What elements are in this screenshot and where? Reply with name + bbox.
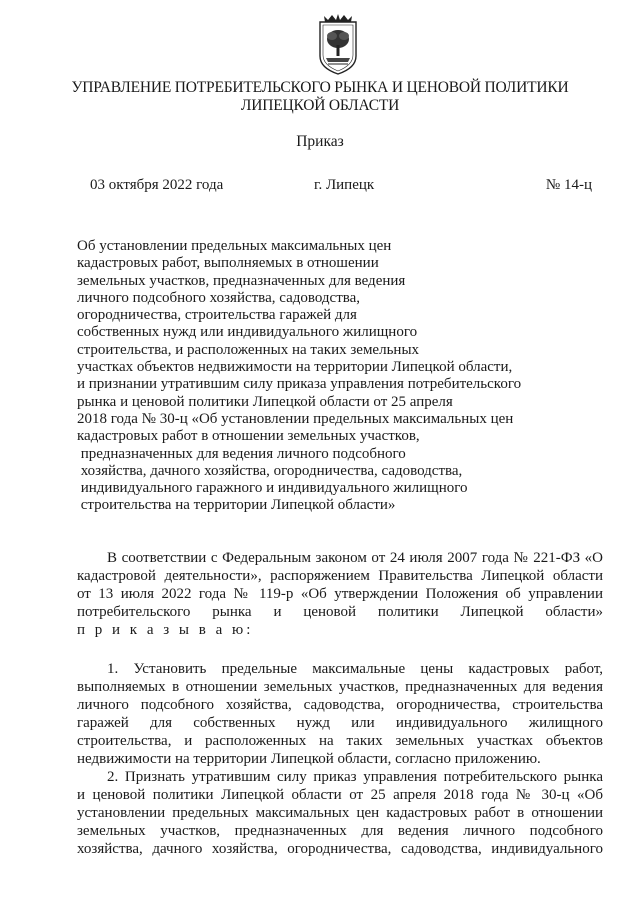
subject-line: собственных нужд или индивидуального жилищного bbox=[77, 324, 418, 341]
document-type: Приказ bbox=[296, 133, 344, 150]
item-line: недвижимости на территории Липецкой области, согласно приложению. bbox=[77, 751, 541, 767]
item-line: гаражей для собственных нужд или индивидуального жилищного bbox=[77, 715, 603, 731]
subject-line: хозяйства, дачного хозяйства, огородничества, садоводства, bbox=[77, 462, 463, 479]
subject-line: индивидуального гаражного и индивидуального жилищного bbox=[77, 480, 468, 497]
subject-line: земельных участков, предназначенных для ведения bbox=[77, 272, 406, 289]
order-item-1 bbox=[77, 660, 603, 768]
preamble bbox=[77, 549, 603, 639]
coat-of-arms-icon bbox=[316, 12, 360, 76]
item-line: 1. Установить предельные максимальные цены кадастровых работ, bbox=[107, 661, 603, 677]
preamble-line: от 13 июля 2022 года № 119-р «Об утверждении Положения об управлении bbox=[77, 586, 603, 602]
item-line: личного подсобного хозяйства, садоводства, огородничества, строительства bbox=[77, 697, 603, 713]
organization-header bbox=[0, 79, 640, 115]
subject-line: предназначенных для ведения личного подсобного bbox=[77, 445, 406, 462]
item-line: установлении предельных максимальных цен кадастровых работ в отношении bbox=[77, 805, 603, 821]
preamble-line: В соответствии с Федеральным законом от 24 июля 2007 года № 221-ФЗ «О bbox=[107, 550, 603, 566]
item-line: 2. Признать утратившим силу приказ управления потребительского рынка bbox=[107, 769, 603, 785]
subject-line: рынка и ценовой политики Липецкой области от 25 апреля bbox=[77, 393, 453, 410]
organization-name-line2: ЛИПЕЦКОЙ ОБЛАСТИ bbox=[240, 97, 400, 114]
order-date: 03 октября 2022 года bbox=[90, 177, 224, 193]
order-item-2 bbox=[77, 768, 603, 858]
subject-line: строительства, и расположенных на таких земельных bbox=[77, 341, 420, 358]
subject-line: 2018 года № 30-ц «Об установлении предельных максимальных цен bbox=[77, 410, 514, 427]
item-line: и ценовой политики Липецкой области от 25 апреля 2018 года № 30-ц «Об bbox=[77, 787, 603, 803]
subject-line: кадастровых работ, выполняемых в отношении bbox=[77, 255, 379, 272]
subject-line: строительства на территории Липецкой области» bbox=[77, 497, 396, 514]
item-line: строительства, и расположенных на таких земельных участках объектов bbox=[77, 733, 603, 749]
subject-line: Об установлении предельных максимальных цен bbox=[77, 238, 392, 254]
order-number: № 14-ц bbox=[545, 177, 592, 193]
preamble-line: потребительского рынка и ценовой политики Липецкой области» bbox=[77, 604, 603, 620]
order-subject bbox=[77, 238, 577, 515]
item-line: хозяйства, дачного хозяйства, огородничества, садоводства, индивидуального bbox=[77, 841, 603, 857]
subject-line: участках объектов недвижимости на территории Липецкой области, bbox=[77, 359, 513, 376]
subject-line: кадастровых работ в отношении земельных участков, bbox=[77, 428, 420, 445]
item-line: выполняемых в отношении земельных участков, предназначенных для ведения bbox=[77, 679, 603, 695]
item-line: земельных участков, предназначенных для ведения личного подсобного bbox=[77, 823, 603, 839]
subject-line: огородничества, строительства гаражей для bbox=[77, 307, 357, 324]
order-body bbox=[77, 549, 603, 858]
order-city: г. Липецк bbox=[314, 177, 375, 193]
preamble-line: кадастровой деятельности», распоряжением Правительства Липецкой области bbox=[77, 568, 603, 584]
subject-line: личного подсобного хозяйства, садоводства, bbox=[77, 289, 361, 306]
subject-line: и признании утратившим силу приказа управления потребительского bbox=[77, 376, 522, 393]
order-directive: п р и к а з ы в а ю: bbox=[77, 622, 254, 638]
organization-name-line1: УПРАВЛЕНИЕ ПОТРЕБИТЕЛЬСКОГО РЫНКА И ЦЕНОВОЙ ПОЛИТИКИ bbox=[71, 79, 569, 96]
